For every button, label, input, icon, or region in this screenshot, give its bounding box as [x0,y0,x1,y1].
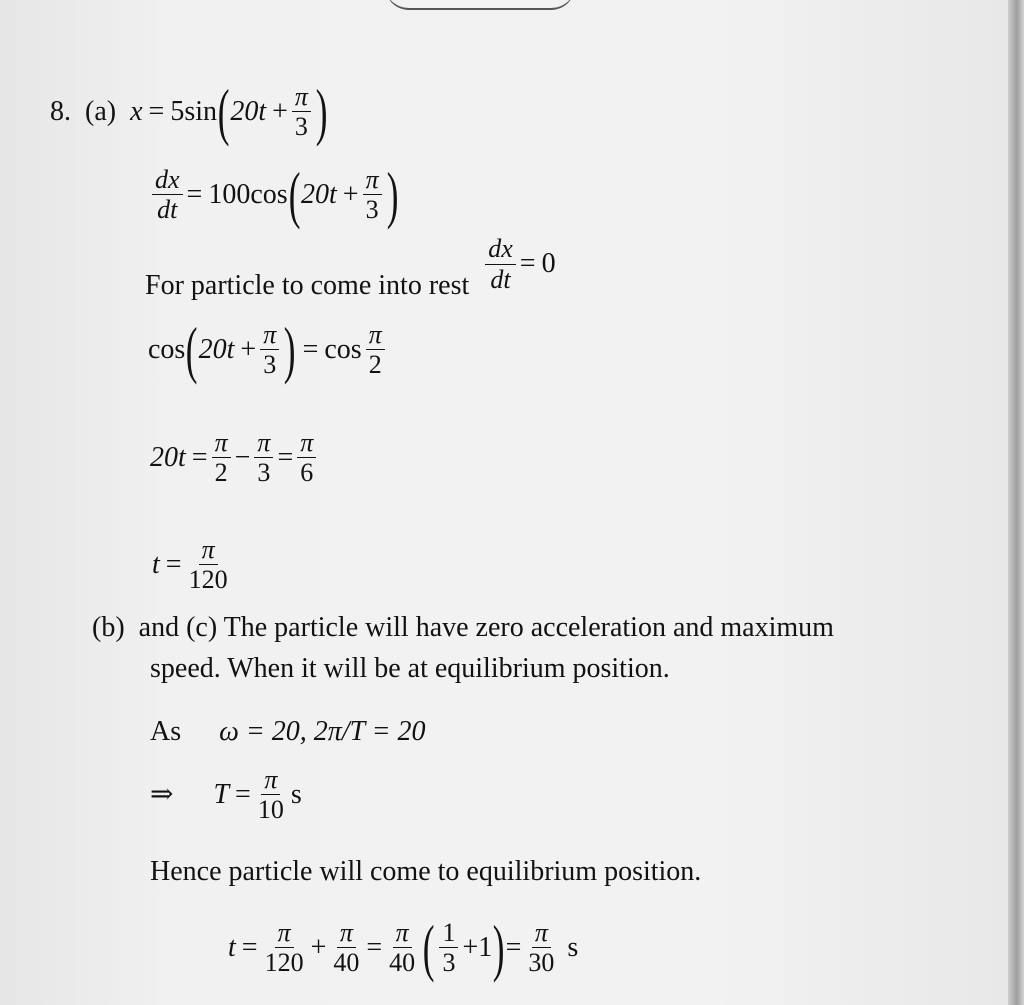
cos-prefix: 100cos [208,178,288,210]
sin-prefix: 5sin [170,95,217,127]
left-paren: ( [217,76,230,148]
omega-line: As ω = 20, 2π/T = 20 [150,716,426,747]
final-time-line: t = $\frac{\pi}{120}$ + $\frac{\pi}{40}$ = $\frac{\pi}{40}$ ( $\frac{1}{3}$ +1 ) = $\frac{\pi}{30}$ s [228,912,579,984]
t-result-line: t = $\frac{\pi}{120}$ [152,535,228,595]
eq-x-line [50,76,328,148]
arg-term: 20t [230,95,267,127]
solve-20t-line: 20t = $\frac{\pi}{2}$ − $\frac{\pi}{3}$ = $\frac{\pi}{6}$ [150,428,320,487]
x-symbol: x [130,95,143,127]
dx-dt: $\frac{dx}{dt}$ [152,165,183,224]
part-b-line1: (b) and (c) The particle will have zero acceleration and maximum [92,612,834,643]
eq-velocity-line: $\frac{dx}{dt}$ = 100cos ( 20t + $\frac{\pi}{3}$ ) [148,165,399,224]
pi-over-3: $\frac{\pi}{3}$ [363,165,382,224]
right-paren: ) [315,76,328,148]
page-edge [1008,0,1024,1005]
problem-number: 8. [50,95,71,127]
rest-condition-line: For particle to come into rest $\frac{dx}{dt}$ = 0 [145,234,556,301]
plus: + [272,95,288,127]
equals: = [148,95,165,127]
part-b-label: (b) [92,612,125,643]
pi-over-3: $\frac{\pi}{3}$ [292,82,311,141]
cos-equation-line: cos ( 20t + $\frac{\pi}{3}$ ) = cos $\frac{\pi}{2}$ [148,320,389,379]
equals: = [186,178,203,210]
part-b-line2: speed. When it will be at equilibrium position. [150,653,670,684]
part-a-label: (a) [85,95,117,127]
zero: 0 [541,248,556,279]
rest-text: For particle to come into rest [145,270,470,301]
top-curve-mark [385,0,575,10]
period-line: ⇒ T = $\frac{\pi}{10}$ s [150,765,302,825]
dx-dt: $\frac{dx}{dt}$ [485,234,516,293]
hence-line: Hence particle will come to equilibrium position. [150,856,702,887]
